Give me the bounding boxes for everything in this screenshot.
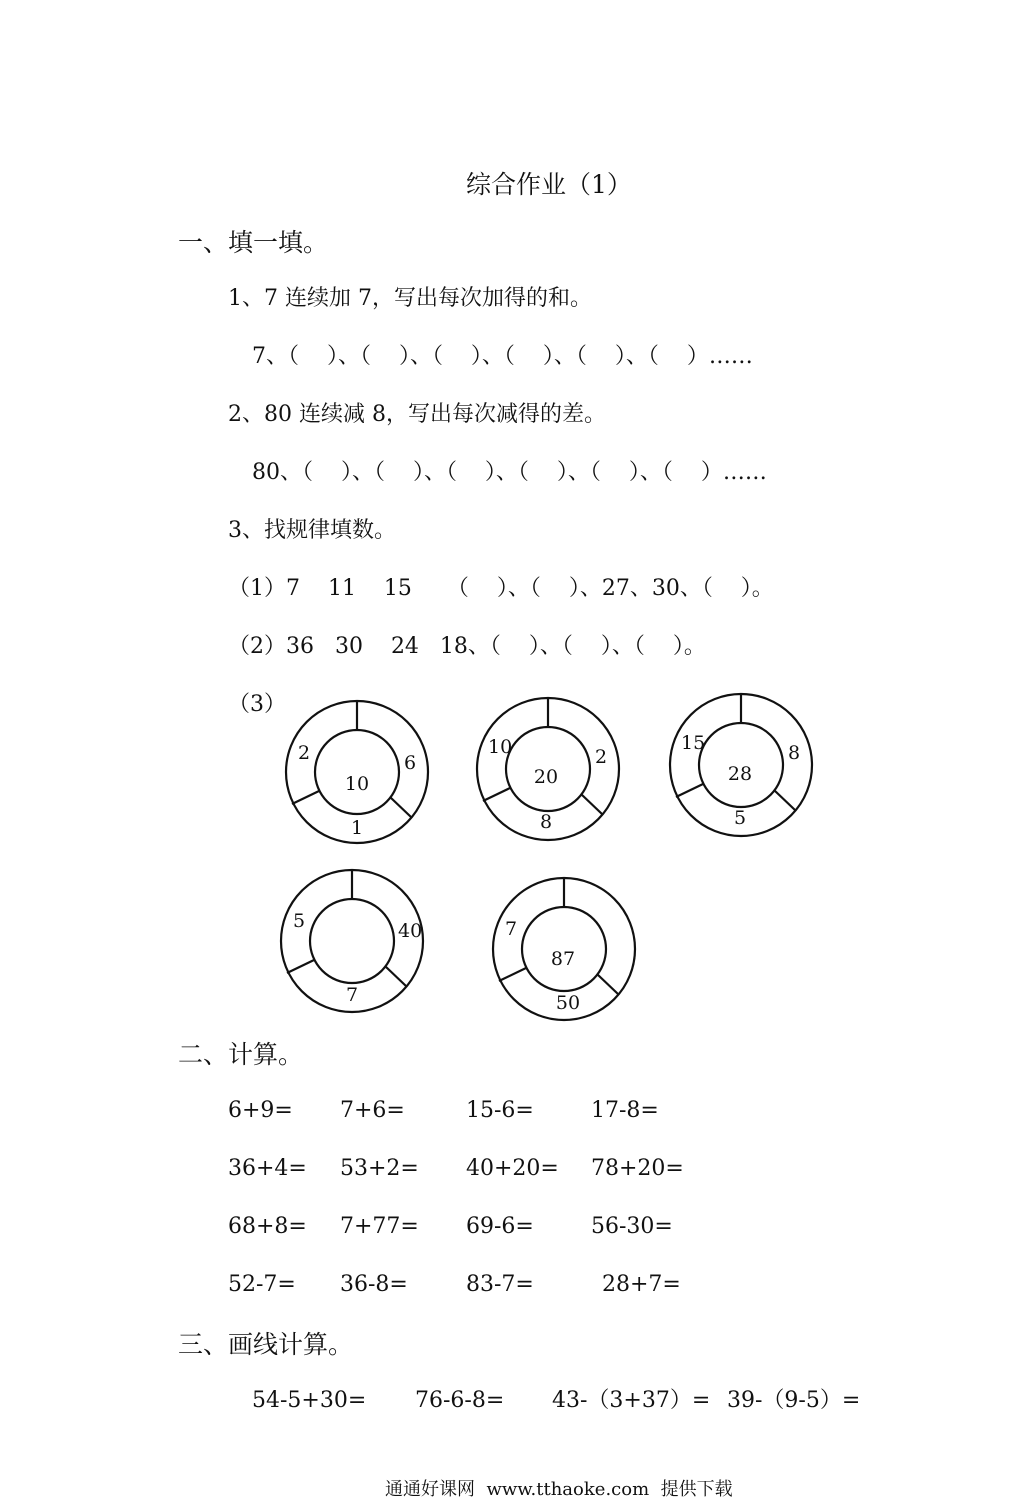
line-calc-item: 54-5+30= bbox=[252, 1388, 367, 1413]
question3-prompt: 3、找规律填数。 bbox=[228, 518, 396, 543]
line-calc-item: 76-6-8= bbox=[415, 1388, 505, 1413]
calc-item: 36+4= bbox=[228, 1156, 307, 1181]
section3-heading: 三、画线计算。 bbox=[178, 1330, 354, 1359]
ring-right-number: 40 bbox=[398, 920, 423, 942]
ring-center-number: 20 bbox=[533, 766, 559, 788]
calc-item: 83-7= bbox=[466, 1272, 534, 1297]
page-title: 综合作业（1） bbox=[466, 170, 632, 199]
question2-prompt: 2、80 连续减 8，写出每次减得的差。 bbox=[228, 402, 606, 427]
calc-item: 68+8= bbox=[228, 1214, 307, 1239]
ring-bottom-number: 1 bbox=[350, 817, 364, 839]
ring-bottom-number: 7 bbox=[345, 984, 359, 1006]
calc-item: 15-6= bbox=[466, 1098, 534, 1123]
ring-right-number: 8 bbox=[788, 742, 801, 764]
number-ring-5 bbox=[490, 877, 640, 1022]
section2-heading: 二、计算。 bbox=[178, 1040, 304, 1069]
ring-bottom-number: 8 bbox=[539, 811, 553, 833]
calc-item: 36-8= bbox=[340, 1272, 408, 1297]
number-ring-3 bbox=[667, 693, 817, 838]
calc-item: 17-8= bbox=[591, 1098, 659, 1123]
ring-left-number: 10 bbox=[488, 736, 513, 758]
calc-item: 52-7= bbox=[228, 1272, 296, 1297]
question1-answer-line: 7、（ ）、（ ）、（ ）、（ ）、（ ）、（ ）…… bbox=[252, 344, 753, 369]
ring-left-number: 5 bbox=[293, 910, 306, 932]
number-ring-2 bbox=[473, 697, 623, 842]
calc-item: 53+2= bbox=[340, 1156, 419, 1181]
question3-sub1: （1）7 11 15 （ ）、（ ）、27、30、（ ）。 bbox=[228, 576, 774, 601]
question2-answer-line: 80、（ ）、（ ）、（ ）、（ ）、（ ）、（ ）…… bbox=[252, 460, 767, 485]
ring-left-number: 15 bbox=[681, 732, 706, 754]
question3-sub3-label: （3） bbox=[228, 692, 286, 717]
ring-bottom-number: 50 bbox=[555, 992, 581, 1014]
ring-right-number: 6 bbox=[404, 752, 417, 774]
line-calc-item: 39-（9-5）= bbox=[727, 1388, 861, 1413]
ring-center-number: 28 bbox=[727, 763, 753, 785]
ring-center-number: 10 bbox=[344, 773, 370, 795]
ring-left-number: 7 bbox=[505, 918, 518, 940]
calc-item: 7+6= bbox=[340, 1098, 405, 1123]
calc-item: 6+9= bbox=[228, 1098, 293, 1123]
ring-center-number: 87 bbox=[550, 948, 576, 970]
ring-left-number: 2 bbox=[298, 742, 311, 764]
calc-item: 28+7= bbox=[602, 1272, 681, 1297]
calc-item: 78+20= bbox=[591, 1156, 684, 1181]
page-footer: 通通好课网 www.tthaoke.com 提供下载 bbox=[385, 1479, 733, 1500]
ring-right-number: 2 bbox=[595, 746, 608, 768]
line-calc-item: 43-（3+37）= bbox=[552, 1388, 711, 1413]
calc-item: 69-6= bbox=[466, 1214, 534, 1239]
ring-bottom-number: 5 bbox=[733, 807, 747, 829]
number-ring-1 bbox=[282, 700, 432, 845]
question3-sub2: （2）36 30 24 18、（ ）、（ ）、（ ）。 bbox=[228, 634, 706, 659]
question1-prompt: 1、7 连续加 7，写出每次加得的和。 bbox=[228, 286, 592, 311]
number-ring-4 bbox=[278, 869, 428, 1014]
section1-heading: 一、填一填。 bbox=[178, 228, 329, 257]
calc-item: 40+20= bbox=[466, 1156, 559, 1181]
calc-item: 56-30= bbox=[591, 1214, 673, 1239]
calc-item: 7+77= bbox=[340, 1214, 419, 1239]
